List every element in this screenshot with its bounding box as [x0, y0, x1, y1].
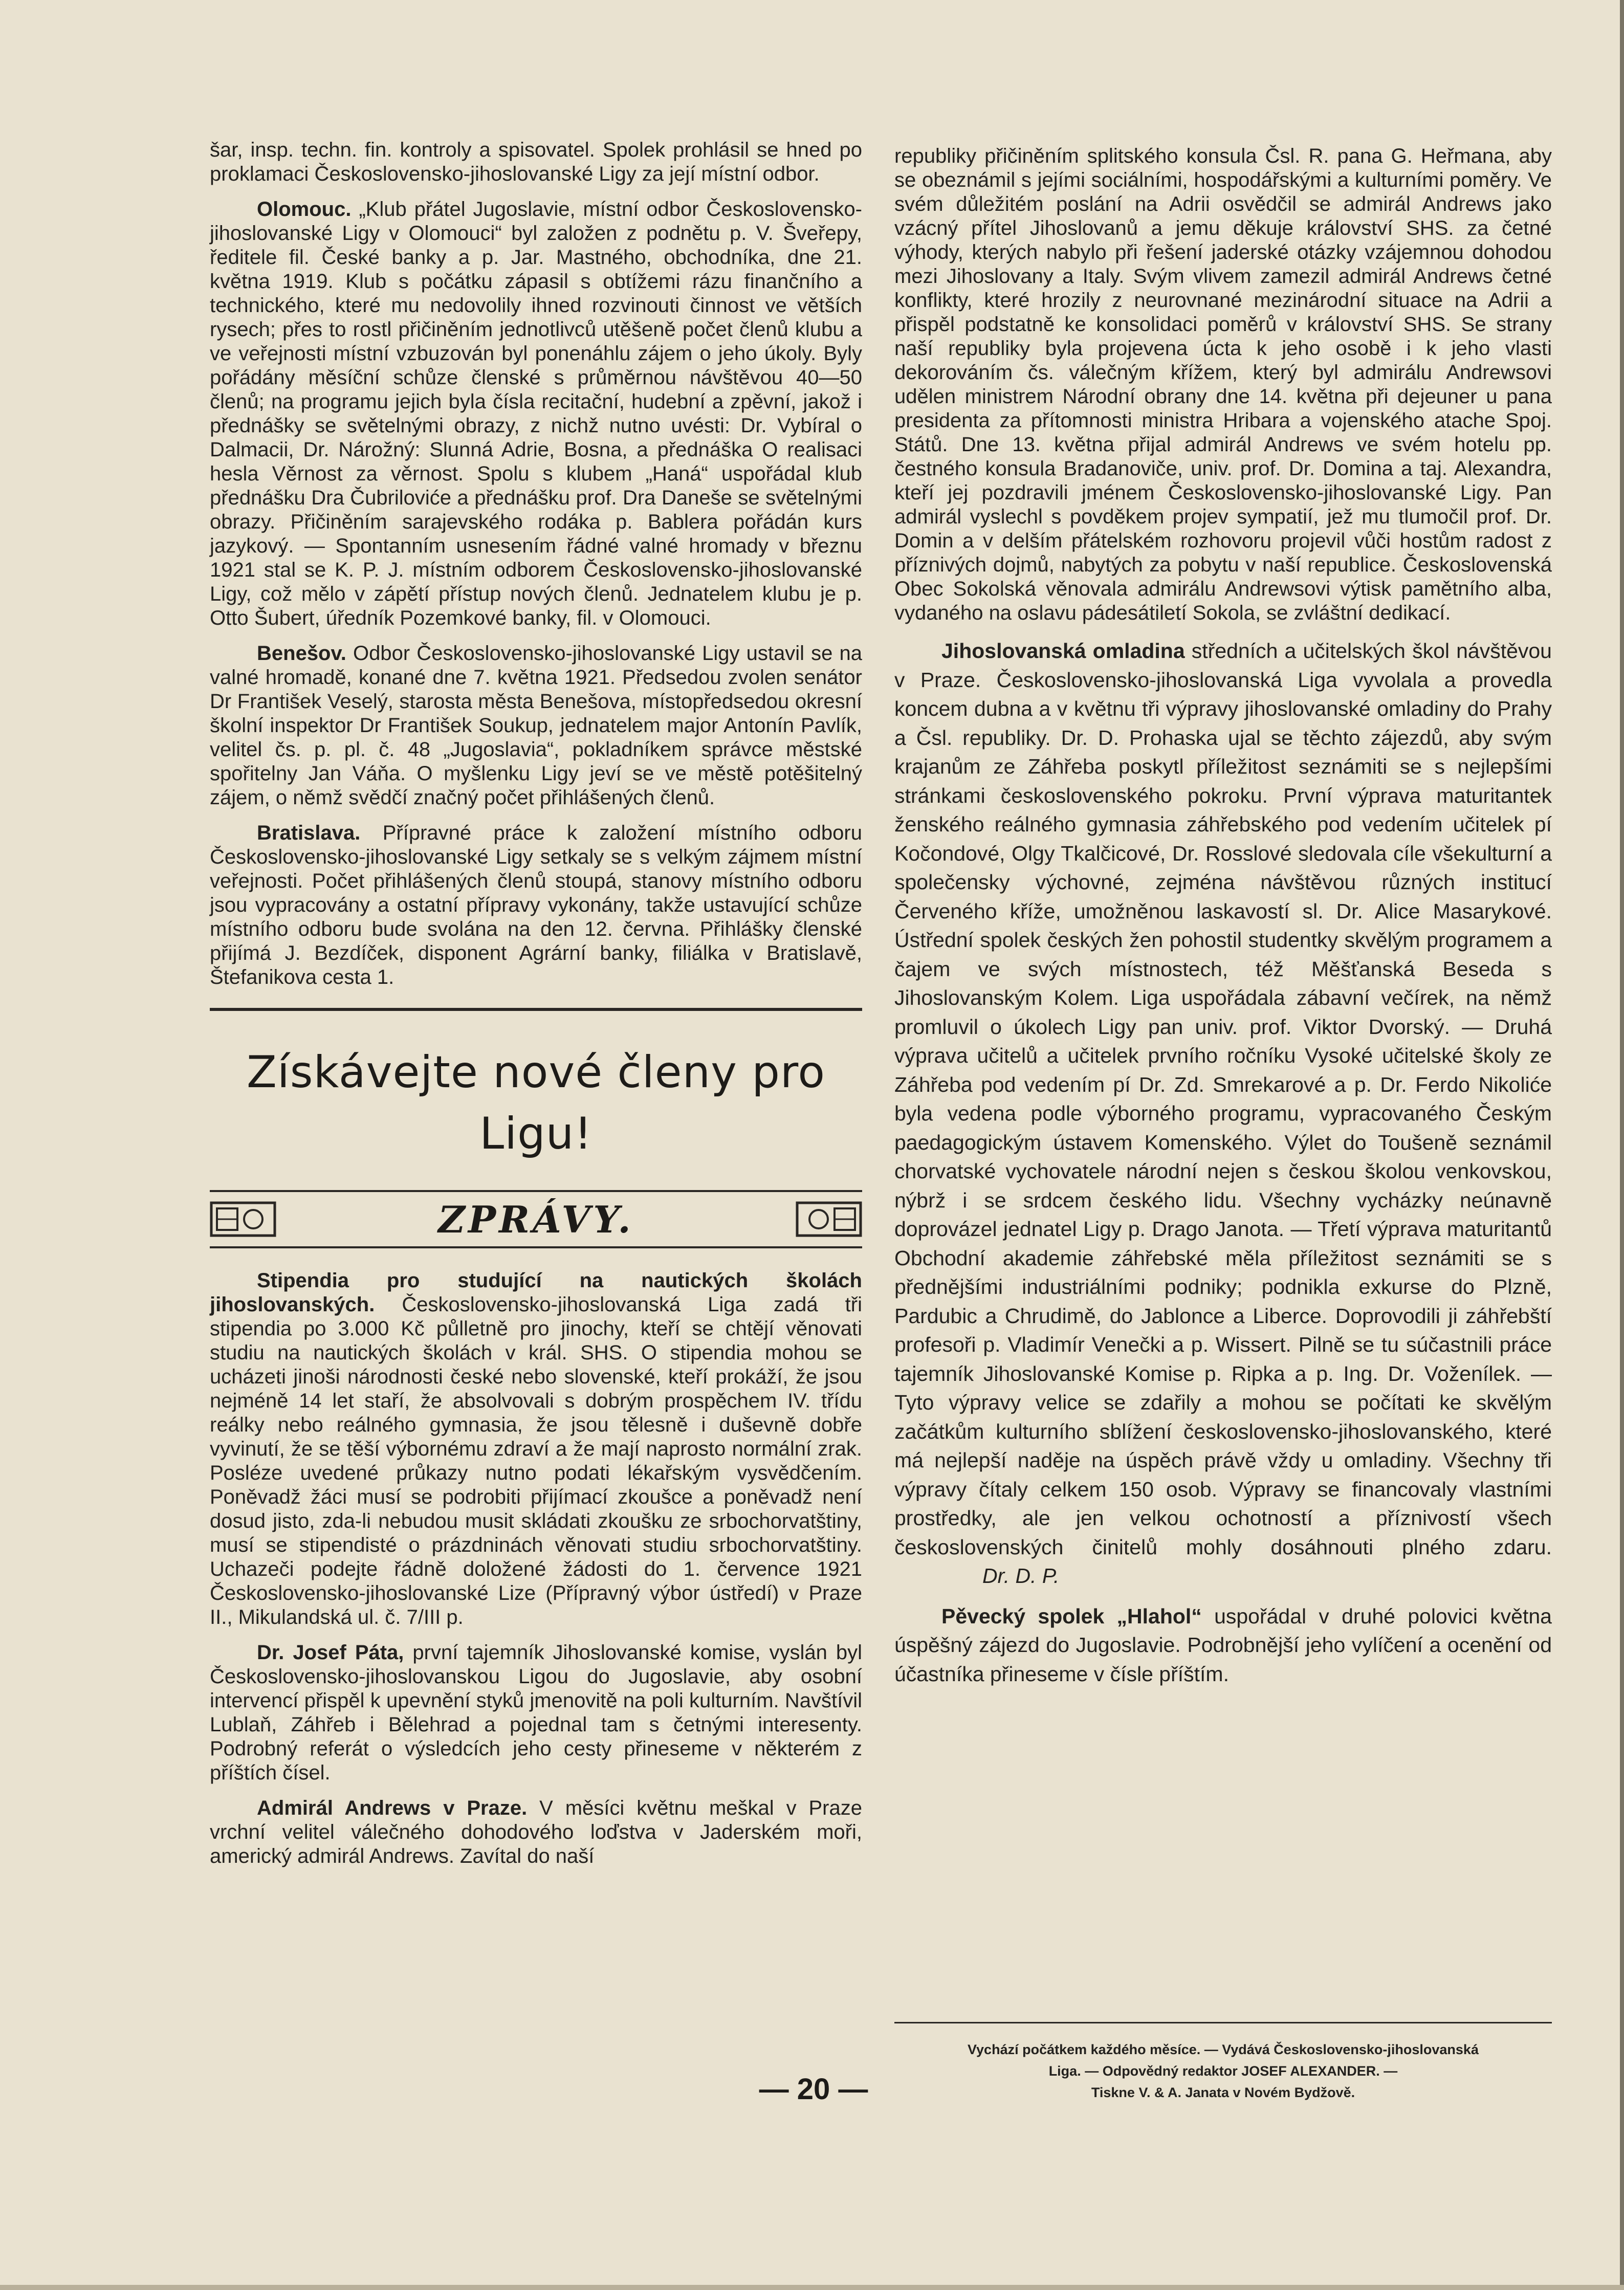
- report-olomouc: [210, 197, 862, 630]
- right-column: [894, 144, 1552, 1700]
- section-divider: [210, 1008, 862, 1011]
- report-text: Přípravné práce k založení místního odboru Československo-jihoslovanské Ligy setkaly se s velkým zájmem místní veřejnosti. Počet přihlášených členů stoupá, stanovy místního odboru jsou vypracovány a ostatní přípravy vykonány, takže ustavující schůze místního odboru bude svolána na den 12. června. Přihlášky členské přijímá J. Bezdíček, disponent Agrární banky, filiálka v Bratislavě, Štefanikova cesta 1.: [210, 822, 862, 988]
- article-continuation: [210, 138, 862, 186]
- article-text: republiky přičiněním splitského konsula Čsl. R. pana G. Heřmana, aby se obeznámil s jejími sociálními, hospodářskými a kulturními poměry. Ve svém důležitém poslání na Adrii osvědčil se admirál Andrews jako vzácný přítel Jihoslovanů a jemu děkuje království SHS. za četné výhody, kterých nabylo při řešení jaderské otázky vzájemnou dohodou mezi Jihoslovany a Italy. Svým vlivem zamezil admirál Andrews četné konflikty, které hrozily z neurovnané mezinárodní situace na Adrii a přispěl podstatně ke konsolidaci poměrů v království SHS. Se strany naší republiky byla projevena úcta k jeho osobě i k jeho vlasti dekorováním čs. válečným křížem, který byl admirálu Andrewsovi udělen ministrem Národní obrany dne 14. května při dejeuner u pana presidenta za přítomnosti ministra Hribara a vojenského atache Spoj. Států. Dne 13. května přijal admirál Andrews ve svém hotelu pp. čestného konsula Bradanoviče, univ. prof. Dr. Domina a taj. Alexandra, kteří jej pozdravili jménem Československo-jihoslovanské Ligy. Pan admirál vyslechl s povděkem projev sympatií, jež mu tlumočil prof. Dr. Domin a v delším přátelském rozhovoru projevil vůči hostům radost z příznivých dojmů, nabytých za pobytu v naší republice. Československá Obec Sokolská věnovala admirálu Andrewsovi výtisk pamětního alba, vydaného na oslavu pádesátiletí Sokola, se zvláštní dedikací.: [894, 145, 1552, 624]
- imprint-line: Liga. — Odpovědný redaktor JOSEF ALEXANDER. —: [1048, 2063, 1398, 2079]
- report-benesov: [210, 642, 862, 810]
- news-section-header: [210, 1190, 862, 1248]
- membership-slogan: Získávejte nové členy pro Ligu!: [246, 1047, 826, 1159]
- imprint-divider: [894, 2022, 1552, 2023]
- ornament-left-icon: [210, 1201, 276, 1237]
- news-item-hlahol: [894, 1602, 1552, 1689]
- report-text: Odbor Československo-jihoslovanské Ligy ustavil se na valné hromadě, konané dne 7. května 1921. Předsedou zvolen senátor Dr František Veselý, starosta města Benešova, místopředsedou okresní školní inspektor Dr František Soukup, jednatelem major Antonín Pavlík, velitel čs. p. pl. č. 48 „Jugoslavia“, pokladníkem správce městské spořitelny Jan Váňa. O myšlenku Ligy jeví se ve městě potěšitelný zájem, o němž svědčí značný počet přihlášených členů.: [210, 642, 862, 809]
- page-number: — 20 —: [759, 2073, 868, 2106]
- news-item-heading: Dr. Josef Páta,: [257, 1641, 404, 1664]
- report-heading: Bratislava.: [257, 822, 361, 844]
- author-signature: Dr. D. P.: [982, 1564, 1060, 1588]
- news-item-andrews: [210, 1796, 862, 1868]
- news-item-text: středních a učitelských škol návštěvou v Praze. Československo-jihoslovanská Liga vyvolala a provedla koncem dubna a v květnu tři výpravy jihoslovanské omladiny do Prahy a Čsl. republiky. Dr. D. Prohaska ujal se těchto zájezdů, aby svým krajanům ze Záhřeba poskytl příležitost seznámiti se s nejlepšími stránkami československého pokroku. První výprava maturitantek ženského reálného gymnasia záhřebského pod vedením učitelek pí Kočondové, Olgy Tkalčicové, Dr. Rosslové sledovala cíle všekulturní a společensky výchovné, zejména návštěvou různých institucí Červeného kříže, umožněnou laskavostí sl. Dr. Alice Masarykové. Ústřední spolek českých žen pohostil studentky skvělým programem a čajem ve svých místnostech, též Měšťanská Beseda s Jihoslovanským Kolem. Liga uspořádala zábavní večírek, na němž promluvil o úkolech Ligy pan univ. prof. Viktor Dvorský. — Druhá výprava učitelů a učitelek prvního ročníku Vysoké učitelské školy ze Záhřeba pod vedením pí Dr. Zd. Smrekarové a p. Dr. Ferdo Nikoliće byla vedena podle výborného programu, vypracovaného Českým paedagogickým ústavem Komenského. Výlet do Toušeně seznámil chorvatské vychovatele národní nejen s českou školou venkovskou, nýbrž i se srdcem českého lidu. Všechny vycházky neúnavně doprovázel jednatel Ligy p. Drago Janota. — Třetí výprava maturitantů Obchodní akademie záhřebské měla příležitost seznámiti se s přednějšími industriálními podniky; podnikla exkurse do Plzně, Pardubic a Chrudimě, do Jablonce a Liberce. Doprovodili ji záhřebští profesoři p. Vladimír Venečki a p. Wissert. Pilně se tu súčastnili práce tajemník Jihoslovanské Komise p. Ripka a p. Ing. Dr. Voženílek. — Tyto výpravy velice se zdařily a mohou se počítati ke skvělým začátkům kulturního sblížení československo-jihoslovanského, které má nejlepší naděje na úspěch právě vždy u omladiny. Všechny tři výpravy čítaly celkem 150 osob. Výpravy se financovaly vlastními prostředky, ale jen velkou ochotností a příznivostí všech československých činitelů mohly dosáhnouti plného zdaru.: [894, 639, 1552, 1559]
- report-heading: Olomouc.: [257, 198, 352, 221]
- page-bottom-edge: [0, 2285, 1624, 2290]
- article-text: šar, insp. techn. fin. kontroly a spisovatel. Spolek prohlásil se hned po proklamaci Československo-jihoslovanské Ligy za její místní odbor.: [210, 139, 862, 185]
- news-item-pata: [210, 1641, 862, 1785]
- imprint-line: Tiskne V. & A. Janata v Novém Bydžově.: [1091, 2085, 1355, 2100]
- news-item-youth: [894, 636, 1552, 1591]
- imprint-line: Vychází počátkem každého měsíce. — Vydává Československo-jihoslovanská: [968, 2042, 1479, 2057]
- news-item-text: Československo-jihoslovanská Liga zadá tři stipendia po 3.000 Kč půlletně pro jinochy, kteří se chtějí věnovati studiu na nautických školách v král. SHS. O stipendia mohou se ucházeti jinoši národnosti české nebo slovenské, kteří prokáží, že jsou nejméně 14 let staří, že absolvovali s dobrým prospěchem IV. třídu reálky nebo reálného gymnasia, že jsou tělesně i duševně dobře vyvinutí, že se těší výbornému zdraví a že mají naprosto normální zrak. Posléze uvedené průkazy nutno podati lékařským vysvědčením. Poněvadž žáci musí se podrobiti přijímací zkoušce a poněvadž není dosud jisto, zda-li nebudou musit skládati zkoušku ze srbochorvatštiny, musí se stipendisté o prázdninách věnovati studiu srbochorvatštiny. Uchazeči podejte řádně doložené žádosti do 1. července 1921 Československo-jihoslovanské Lize (Přípravný výbor ústředí) v Praze II., Mikulandská ul. č. 7/III p.: [210, 1293, 862, 1628]
- left-column: [210, 138, 862, 1880]
- news-item-text: V měsíci květnu meškal v Praze vrchní velitel válečného dohodového loďstva v Jaderském moři, americký admirál Andrews. Zavítal do naší: [210, 1797, 862, 1867]
- andrews-continuation: [894, 144, 1552, 625]
- news-item-heading: Pěvecký spolek „Hlahol“: [941, 1604, 1202, 1628]
- report-bratislava: [210, 821, 862, 989]
- page-edge-shadow: [1620, 0, 1624, 2290]
- news-item-heading: Stipendia pro studující na nautických školách jihoslovanských.: [210, 1269, 862, 1316]
- news-item-heading: Admirál Andrews v Praze.: [257, 1797, 528, 1819]
- news-item-heading: Jihoslovanská omladina: [941, 639, 1185, 663]
- news-section-title: ZPRÁVY.: [438, 1197, 634, 1241]
- news-item-text: uspořádal v druhé polovici května úspěšný zájezd do Jugoslavie. Podrobnější jeho vylíčení a ocenění od účastníka přineseme v čísle příštím.: [894, 1604, 1552, 1686]
- news-item-stipends: [210, 1269, 862, 1630]
- report-heading: Benešov.: [257, 642, 346, 665]
- publisher-imprint: [894, 2039, 1552, 2103]
- ornament-right-icon: [796, 1201, 862, 1237]
- report-text: „Klub přátel Jugoslavie, místní odbor Československo-jihoslovanské Ligy v Olomouci“ byl založen z podnětu p. V. Šveřepy, ředitele fil. České banky a p. Jar. Mastného, obchodníka, dne 21. května 1919. Klub s počátku zápasil s obtížemi rázu finančního a technického, které mu nedovolily ihned rozvinouti činnost ve větších rysech; přes to rostl přičiněním jednotlivců utěšeně počet členů klubu a ve veřejnosti místní vzbuzován byl ponenáhlu zájem o jeho úkoly. Byly pořádány měsíční schůze členské s průměrnou návštěvou 40—50 členů; na programu jejich byla čísla recitační, hudební a zpěvní, jakož i přednášky se světelnými obrazy, z nichž nutno uvésti: Dr. Vybíral o Dalmacii, Dr. Nárožný: Slunná Adrie, Bosna, a přednáška O realisaci hesla Věrnost za věrnost. Spolu s klubem „Haná“ uspořádal klub přednášku Dra Čubriloviće a přednášku prof. Dra Daneše se světelnými obrazy. Přičiněním sarajevského rodáka p. Bablera pořádán kurs jazykový. — Spontanním usnesením řádné valné hromady v březnu 1921 stal se K. P. J. místním odborem Československo-jihoslovanské Ligy, což mělo v zápětí přístup nových členů. Jednatelem klubu je p. Otto Šubert, úředník Pozemkové banky, fil. v Olomouci.: [210, 198, 862, 629]
- news-item-text: první tajemník Jihoslovanské komise, vyslán byl Československo-jihoslovanskou Ligou do Jugoslavie, aby osobní intervencí přispěl k upevnění styků jmenovitě na poli kulturním. Navštívil Lublaň, Záhřeb i Bělehrad a pojednal tam s četnými interesenty. Podrobný referát o výsledcích jeho cesty přineseme v některém z příštích čísel.: [210, 1641, 862, 1784]
